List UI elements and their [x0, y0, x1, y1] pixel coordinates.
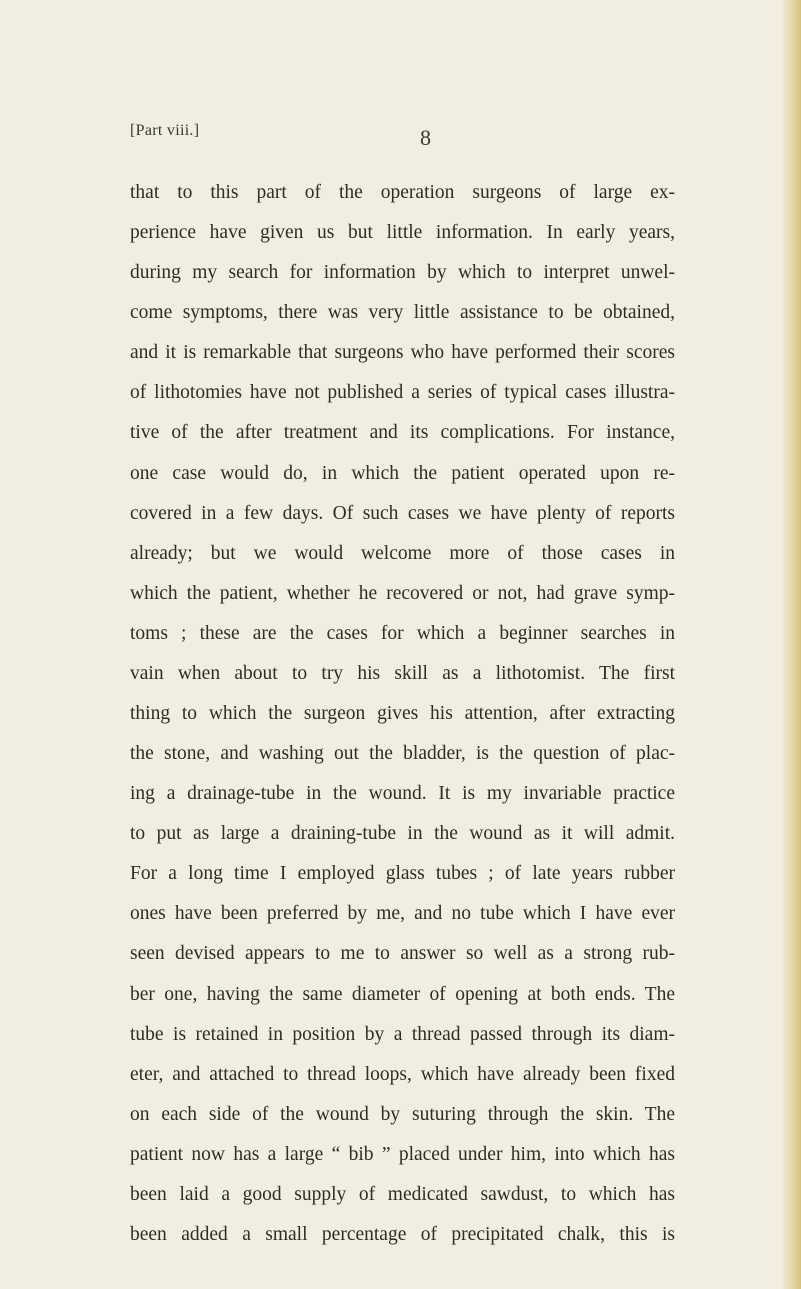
text-line: covered in a few days. Of such cases we have plenty of reports: [130, 502, 675, 524]
text-line: ber one, having the same diameter of opening at both ends. The: [130, 983, 675, 1005]
text-line: tube is retained in position by a thread passed through its diam-: [130, 1023, 675, 1045]
text-line: been added a small percentage of precipitated chalk, this is: [130, 1224, 675, 1246]
text-line: perience have given us but little information. In early years,: [130, 222, 675, 244]
text-line: thing to which the surgeon gives his attention, after extracting: [130, 703, 675, 725]
text-line: come symptoms, there was very little assistance to be obtained,: [130, 302, 675, 324]
text-line: tive of the after treatment and its complications. For instance,: [130, 422, 675, 444]
page-edge: [781, 0, 801, 1289]
body-text: [130, 173, 675, 1255]
text-line: one case would do, in which the patient operated upon re-: [130, 462, 675, 484]
text-line: that to this part of the operation surgeons of large ex-: [130, 182, 675, 203]
text-line: patient now has a large “ bib ” placed under him, into which has: [130, 1143, 675, 1165]
text-line: on each side of the wound by suturing through the skin. The: [130, 1103, 675, 1125]
text-line: during my search for information by which to interpret unwel-: [130, 262, 675, 284]
page-number: 8: [420, 125, 431, 150]
text-line: vain when about to try his skill as a lithotomist. The first: [130, 662, 675, 684]
text-line: seen devised appears to me to answer so well as a strong rub-: [130, 943, 675, 965]
text-line: and it is remarkable that surgeons who have performed their scores: [130, 342, 675, 364]
text-line: toms ; these are the cases for which a beginner searches in: [130, 622, 675, 644]
text-line: been laid a good supply of medicated sawdust, to which has: [130, 1183, 675, 1205]
text-line: ones have been preferred by me, and no tube which I have ever: [130, 903, 675, 925]
text-line: ing a drainage-tube in the wound. It is my invariable practice: [130, 783, 675, 805]
text-line: the stone, and washing out the bladder, is the question of plac-: [130, 743, 675, 765]
text-line: already; but we would welcome more of those cases in: [130, 542, 675, 564]
text-line: of lithotomies have not published a series of typical cases illustra-: [130, 382, 675, 404]
running-head: [Part viii.]: [130, 122, 200, 139]
text-line: For a long time I employed glass tubes ; of late years rubber: [130, 863, 675, 885]
text-line: to put as large a draining-tube in the wound as it will admit.: [130, 823, 675, 845]
text-line: which the patient, whether he recovered or not, had grave symp-: [130, 582, 675, 604]
text-line: eter, and attached to thread loops, which have already been fixed: [130, 1063, 675, 1085]
